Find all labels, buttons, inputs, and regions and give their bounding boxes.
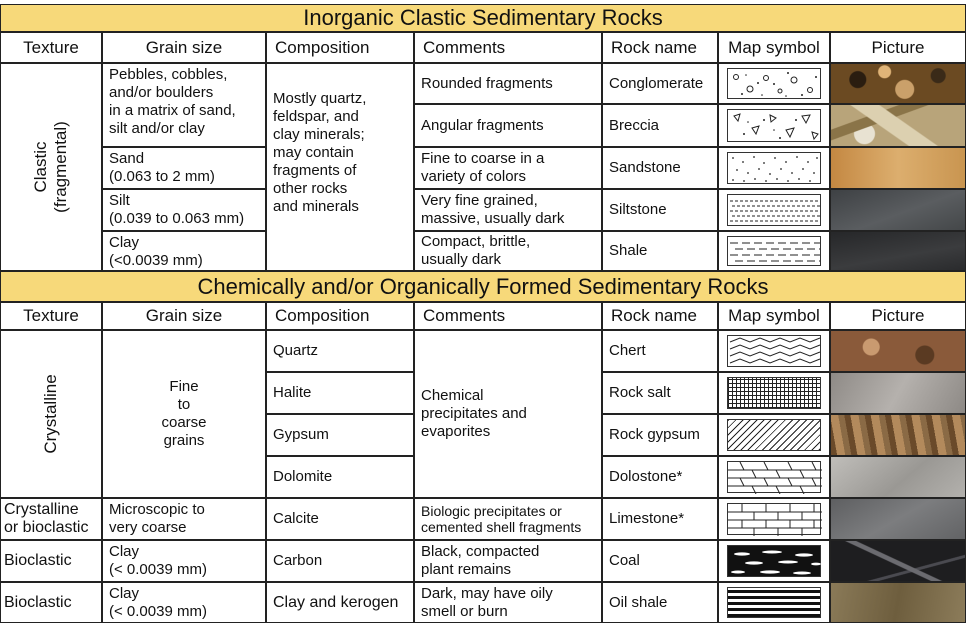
dolostone-photo xyxy=(831,457,965,497)
oil-shale-symbol-icon xyxy=(727,587,821,618)
s1-symbol-cell-breccia xyxy=(718,104,830,147)
s2-picture-rock-gypsum xyxy=(830,414,966,456)
oil-shale-photo xyxy=(831,583,965,622)
s1-comment-shale: Compact, brittle, usually dark xyxy=(414,231,602,271)
s1-symbol-cell-sandstone xyxy=(718,147,830,189)
s1-composition: Mostly quartz, feldspar, and clay minerals; may contain fragments of other rocks and minerals xyxy=(266,63,414,271)
s2-composition-carbon: Carbon xyxy=(266,540,414,582)
s2-comment-oil-shale: Dark, may have oily smell or burn xyxy=(414,582,602,623)
s2-rock-rock-gypsum: Rock gypsum xyxy=(602,414,718,456)
s1-rock-sandstone: Sandstone xyxy=(602,147,718,189)
s2-rock-dolostone: Dolostone* xyxy=(602,456,718,498)
s2-grain-oil-shale: Clay (< 0.0039 mm) xyxy=(102,582,266,623)
s2-composition-halite: Halite xyxy=(266,372,414,414)
s2-grain-crystalline: Fine to coarse grains xyxy=(102,330,266,498)
s1-rock-shale: Shale xyxy=(602,231,718,271)
s1-header-map-symbol: Map symbol xyxy=(718,32,830,63)
s2-symbol-cell-limestone xyxy=(718,498,830,540)
s2-picture-chert xyxy=(830,330,966,372)
s2-picture-oil-shale xyxy=(830,582,966,623)
s1-texture-cell xyxy=(0,63,102,271)
rock-gypsum-photo xyxy=(831,415,965,455)
coal-photo xyxy=(831,541,965,581)
s2-rock-rock-salt: Rock salt xyxy=(602,372,718,414)
s1-texture-label: Clastic (fragmental) xyxy=(31,121,70,213)
s2-comment-chemical: Chemical precipitates and evaporites xyxy=(414,330,602,498)
sandstone-photo xyxy=(831,148,965,188)
chert-photo xyxy=(831,331,965,371)
s2-rock-chert: Chert xyxy=(602,330,718,372)
s1-grain-clay: Clay (<0.0039 mm) xyxy=(102,231,266,271)
s1-rock-siltstone: Siltstone xyxy=(602,189,718,231)
s1-picture-breccia xyxy=(830,104,966,147)
s2-composition-clay-kerogen: Clay and kerogen xyxy=(266,582,414,623)
s1-rock-conglomerate: Conglomerate xyxy=(602,63,718,104)
s1-grain-pebbles: Pebbles, cobbles, and/or boulders in a matrix of sand, silt and/or clay xyxy=(102,63,266,147)
s2-comment-limestone: Biologic precipitates or cemented shell fragments xyxy=(414,498,602,540)
s1-symbol-cell-siltstone xyxy=(718,189,830,231)
limestone-photo xyxy=(831,499,965,539)
sandstone-symbol-icon xyxy=(727,152,821,184)
s2-header-composition: Composition xyxy=(266,302,414,330)
s1-header-texture: Texture xyxy=(0,32,102,63)
rock-salt-symbol-icon xyxy=(727,377,821,409)
s1-header-rock-name: Rock name xyxy=(602,32,718,63)
s2-grain-coal: Clay (< 0.0039 mm) xyxy=(102,540,266,582)
shale-symbol-icon xyxy=(727,236,821,266)
conglomerate-symbol-icon xyxy=(727,68,821,99)
s2-symbol-cell-dolostone xyxy=(718,456,830,498)
s2-symbol-cell-chert xyxy=(718,330,830,372)
s1-grain-silt: Silt (0.039 to 0.063 mm) xyxy=(102,189,266,231)
s1-header-composition: Composition xyxy=(266,32,414,63)
s2-header-grain-size: Grain size xyxy=(102,302,266,330)
s2-picture-rock-salt xyxy=(830,372,966,414)
s2-texture-crystalline-or-bioclastic: Crystalline or bioclastic xyxy=(0,498,102,540)
siltstone-symbol-icon xyxy=(727,194,821,226)
s2-header-picture: Picture xyxy=(830,302,966,330)
s2-composition-gypsum: Gypsum xyxy=(266,414,414,456)
breccia-photo xyxy=(831,105,965,146)
s2-picture-dolostone xyxy=(830,456,966,498)
s1-header-picture: Picture xyxy=(830,32,966,63)
s2-texture-bioclastic-coal: Bioclastic xyxy=(0,540,102,582)
dolostone-symbol-icon xyxy=(727,461,821,493)
s1-picture-sandstone xyxy=(830,147,966,189)
s1-symbol-cell-conglomerate xyxy=(718,63,830,104)
section2-title: Chemically and/or Organically Formed Sedimentary Rocks xyxy=(0,271,966,302)
s2-picture-limestone xyxy=(830,498,966,540)
s1-comment-conglomerate: Rounded fragments xyxy=(414,63,602,104)
s1-header-comments: Comments xyxy=(414,32,602,63)
s1-picture-conglomerate xyxy=(830,63,966,104)
s2-header-texture: Texture xyxy=(0,302,102,330)
s2-texture-crystalline: Crystalline xyxy=(41,374,60,454)
s1-grain-sand: Sand (0.063 to 2 mm) xyxy=(102,147,266,189)
s2-symbol-cell-coal xyxy=(718,540,830,582)
s1-picture-siltstone xyxy=(830,189,966,231)
s2-grain-limestone: Microscopic to very coarse xyxy=(102,498,266,540)
rock-gypsum-symbol-icon xyxy=(727,419,821,451)
s2-texture-crystalline-cell xyxy=(0,330,102,498)
shale-photo xyxy=(831,232,965,270)
s2-symbol-cell-oil-shale xyxy=(718,582,830,623)
coal-symbol-icon xyxy=(727,545,821,577)
s2-symbol-cell-rock-salt xyxy=(718,372,830,414)
s2-rock-oil-shale: Oil shale xyxy=(602,582,718,623)
s2-header-map-symbol: Map symbol xyxy=(718,302,830,330)
s2-texture-bioclastic-oil-shale: Bioclastic xyxy=(0,582,102,623)
siltstone-photo xyxy=(831,190,965,230)
s1-comment-breccia: Angular fragments xyxy=(414,104,602,147)
s2-rock-limestone: Limestone* xyxy=(602,498,718,540)
s2-picture-coal xyxy=(830,540,966,582)
s1-header-grain-size: Grain size xyxy=(102,32,266,63)
s2-composition-calcite: Calcite xyxy=(266,498,414,540)
chert-symbol-icon xyxy=(727,335,821,367)
s1-comment-siltstone: Very fine grained, massive, usually dark xyxy=(414,189,602,231)
s2-header-rock-name: Rock name xyxy=(602,302,718,330)
s1-symbol-cell-shale xyxy=(718,231,830,271)
s2-symbol-cell-rock-gypsum xyxy=(718,414,830,456)
s1-rock-breccia: Breccia xyxy=(602,104,718,147)
s2-composition-quartz: Quartz xyxy=(266,330,414,372)
s2-comment-coal: Black, compacted plant remains xyxy=(414,540,602,582)
conglomerate-photo xyxy=(831,64,965,103)
limestone-symbol-icon xyxy=(727,503,821,535)
s1-comment-sandstone: Fine to coarse in a variety of colors xyxy=(414,147,602,189)
s1-picture-shale xyxy=(830,231,966,271)
breccia-symbol-icon xyxy=(727,109,821,142)
section1-title: Inorganic Clastic Sedimentary Rocks xyxy=(0,4,966,32)
s2-rock-coal: Coal xyxy=(602,540,718,582)
rock-salt-photo xyxy=(831,373,965,413)
s2-composition-dolomite: Dolomite xyxy=(266,456,414,498)
s2-header-comments: Comments xyxy=(414,302,602,330)
